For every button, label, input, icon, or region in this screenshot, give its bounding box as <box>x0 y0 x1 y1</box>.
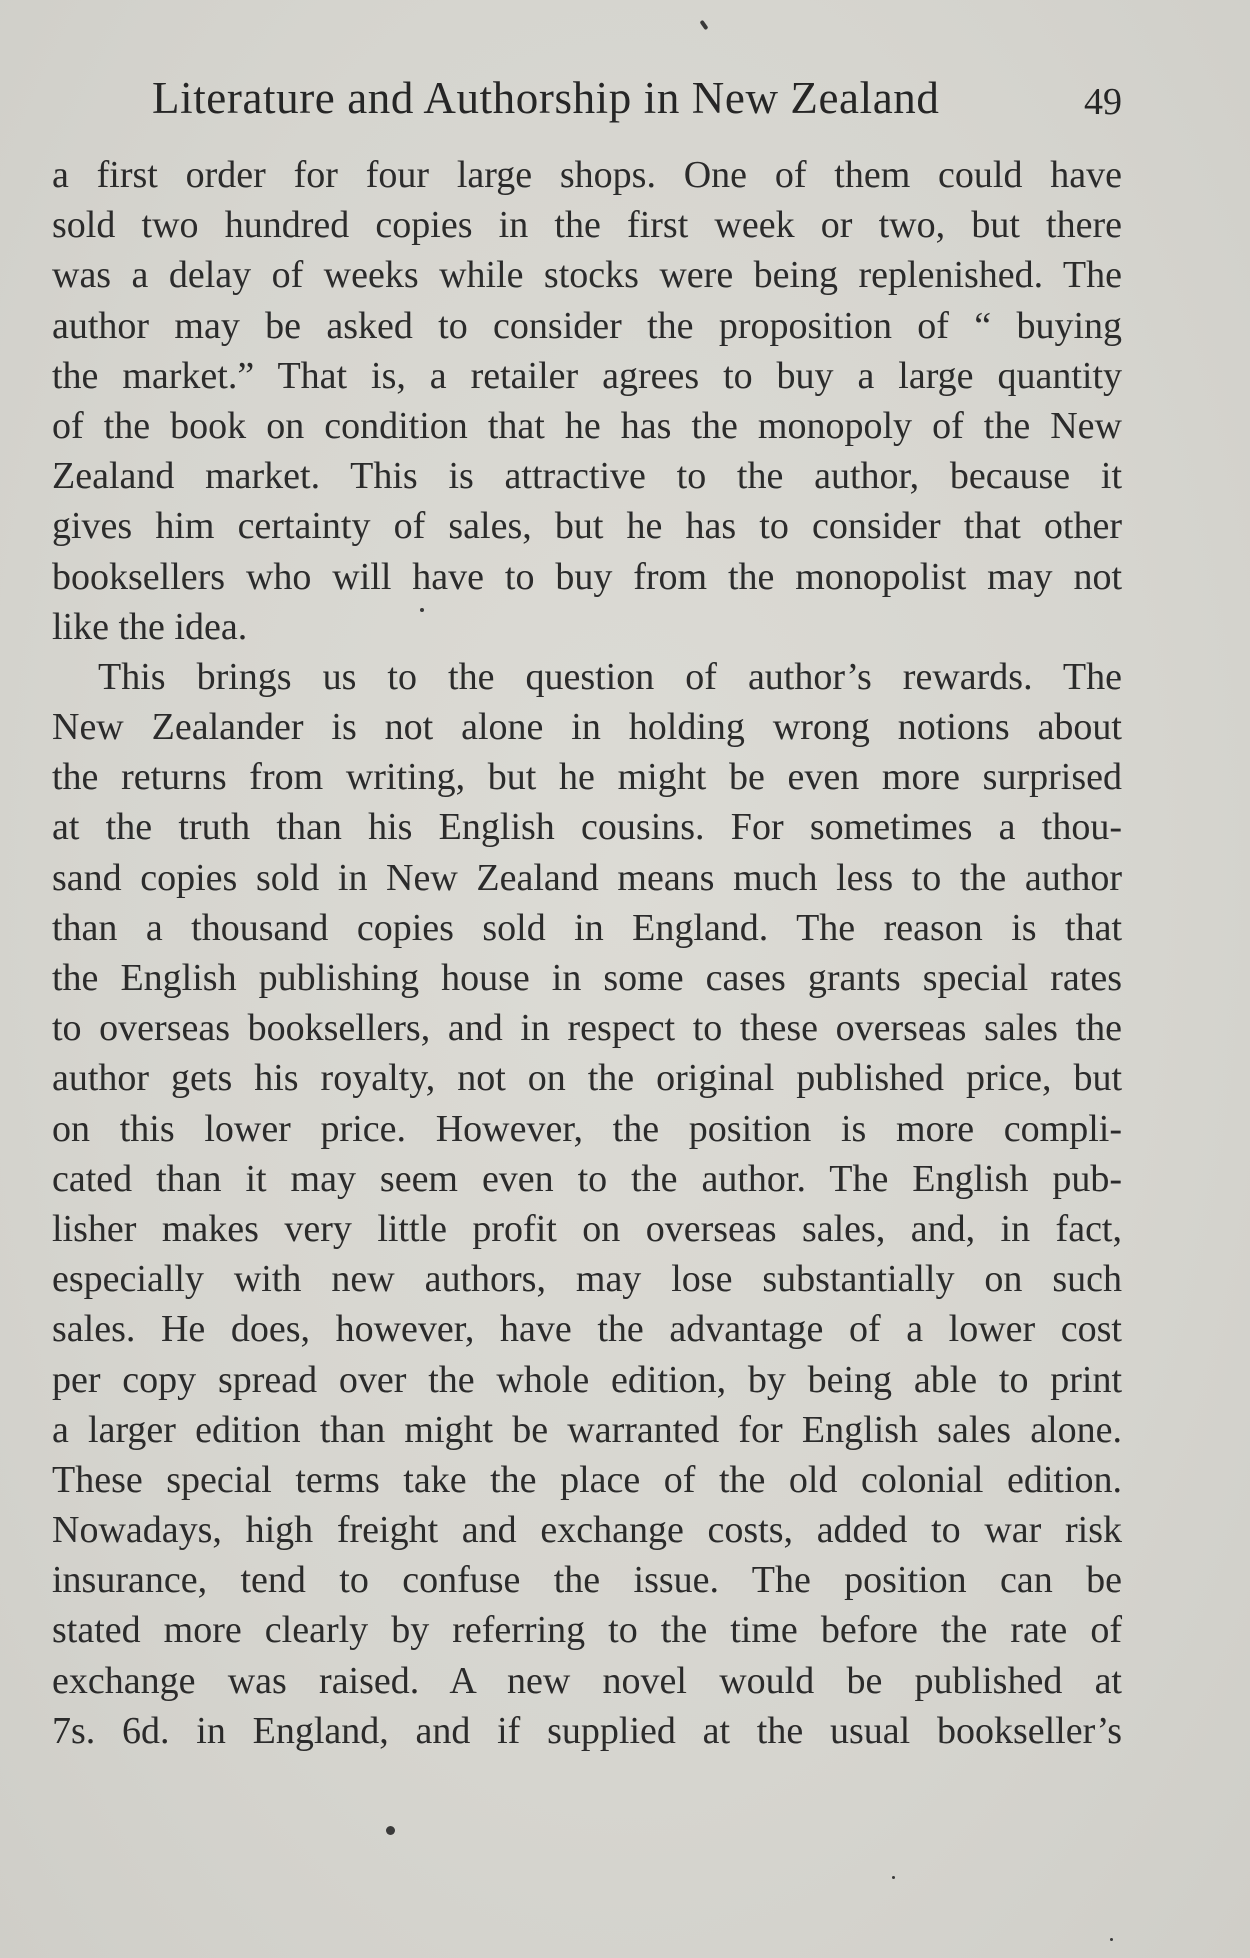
ink-speck <box>420 608 424 612</box>
text-line: These special terms take the place of the old colonial edition. <box>52 1458 1122 1501</box>
ink-speck <box>699 20 708 30</box>
text-line: a larger edition than might be warranted for English sales alone. <box>52 1408 1122 1451</box>
paragraph-end-line: like the idea. <box>52 605 248 648</box>
page-number: 49 <box>1084 81 1122 123</box>
text-line: exchange was raised. A new novel would be published at <box>52 1659 1122 1702</box>
text-line: at the truth than his English cousins. For sometimes a thou- <box>52 806 1122 849</box>
body-text <box>52 150 1122 1756</box>
text-line: author gets his royalty, not on the original published price, but <box>52 1057 1122 1100</box>
ink-speck <box>386 1826 395 1835</box>
text-line: cated than it may seem even to the author. The English pub- <box>52 1157 1122 1200</box>
text-line: Zealand market. This is attractive to the author, because it <box>52 455 1122 498</box>
text-line: the English publishing house in some cases grants special rates <box>52 957 1122 999</box>
text-line: to overseas booksellers, and in respect to these overseas sales the <box>52 1007 1122 1050</box>
text-line: a first order for four large shops. One of them could have <box>52 154 1122 196</box>
text-line: on this lower price. However, the position is more compli- <box>52 1107 1122 1150</box>
text-line: New Zealander is not alone in holding wrong notions about <box>52 706 1122 749</box>
text-line: was a delay of weeks while stocks were being replenished. The <box>52 254 1122 297</box>
text-line: sales. He does, however, have the advantage of a lower cost <box>52 1308 1122 1351</box>
ink-speck <box>892 1876 895 1879</box>
text-line: the market.” That is, a retailer agrees to buy a large quantity <box>52 354 1122 397</box>
text-line: gives him certainty of sales, but he has to consider that other <box>52 505 1122 548</box>
text-line: per copy spread over the whole edition, by being able to print <box>52 1358 1122 1401</box>
text-line: of the book on condition that he has the monopoly of the New <box>52 404 1122 447</box>
ink-speck <box>1110 1938 1113 1941</box>
text-line: sand copies sold in New Zealand means much less to the author <box>52 856 1122 899</box>
paragraph-start-line: This brings us to the question of author’s rewards. The <box>98 655 1122 698</box>
text-line: sold two hundred copies in the first week or two, but there <box>52 204 1122 247</box>
running-head <box>152 72 1122 132</box>
text-line: insurance, tend to confuse the issue. The position can be <box>52 1559 1122 1602</box>
text-line: stated more clearly by referring to the time before the rate of <box>52 1609 1122 1652</box>
text-line: than a thousand copies sold in England. The reason is that <box>52 906 1122 949</box>
text-line: Nowadays, high freight and exchange costs, added to war risk <box>52 1509 1122 1552</box>
text-line: the returns from writing, but he might be even more surprised <box>52 756 1122 799</box>
text-line: 7s. 6d. in England, and if supplied at the usual bookseller’s <box>52 1709 1122 1752</box>
text-line: author may be asked to consider the proposition of “ buying <box>52 304 1122 347</box>
text-line: booksellers who will have to buy from the monopolist may not <box>52 555 1122 598</box>
text-line: lisher makes very little profit on overseas sales, and, in fact, <box>52 1207 1122 1250</box>
running-title: Literature and Authorship in New Zealand <box>152 73 940 123</box>
text-line: especially with new authors, may lose substantially on such <box>52 1258 1122 1301</box>
